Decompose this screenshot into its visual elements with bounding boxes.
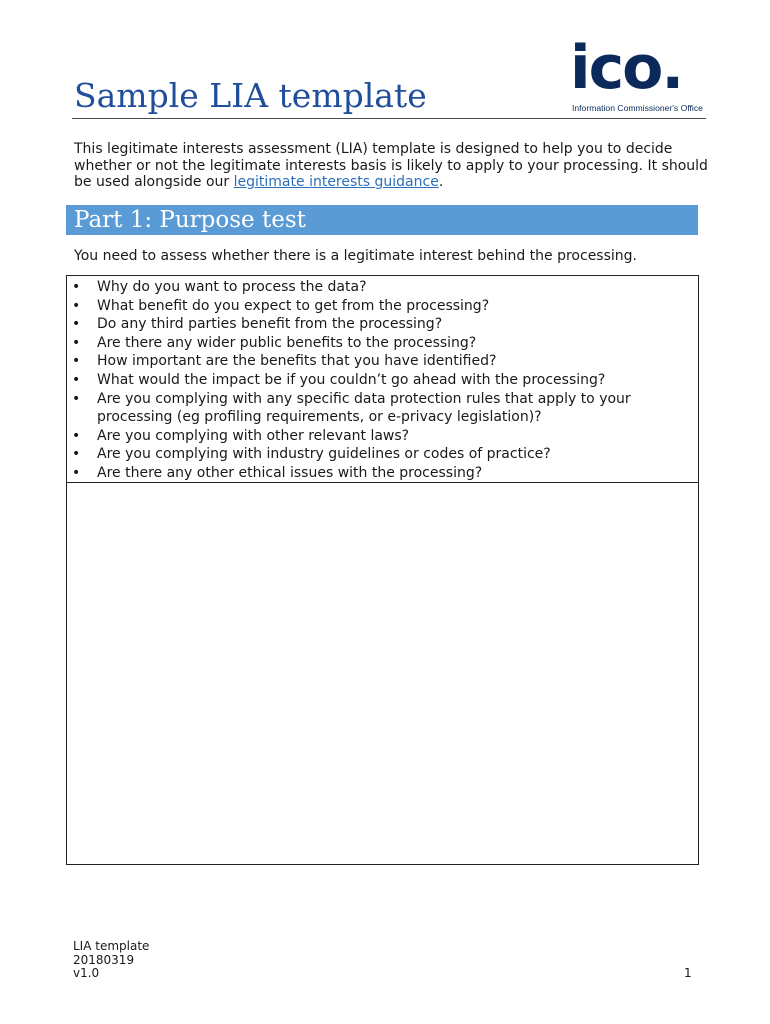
footer-date: 20180319 (73, 952, 135, 967)
footer-version: v1.0 (73, 966, 100, 980)
ico-logo-mark: ico. (570, 33, 683, 103)
footer-doc-name: LIA template (73, 939, 150, 953)
list-item: • Why do you want to process the data? (67, 278, 698, 297)
intro-paragraph (74, 141, 714, 191)
list-item: • How important are the benefits that you have identified? (67, 352, 698, 371)
list-item: • Are you complying with other relevant laws? (67, 427, 698, 446)
list-item: • What benefit do you expect to get from the processing? (67, 297, 698, 316)
footer-info (73, 940, 149, 981)
ico-logo-subtitle: Information Commissioner's Office (572, 103, 703, 113)
question-list (67, 276, 698, 483)
list-item: • Are there any wider public benefits to the processing? (67, 334, 698, 353)
list-item: • What would the impact be if you couldn’t go ahead with the processing? (67, 371, 698, 390)
answer-box[interactable] (66, 482, 699, 865)
intro-text-end: . (438, 174, 444, 190)
intro-text: This legitimate interests assessment (LIA) template is designed to help you to decide whether or not the legitimate interests basis is likely to apply to your processing. It should be used alongside our (74, 141, 708, 190)
section-header (66, 205, 698, 235)
section-intro: You need to assess whether there is a legitimate interest behind the processing. (74, 248, 637, 264)
question-box (66, 275, 699, 483)
list-item: • Are there any other ethical issues with the processing? (67, 464, 698, 483)
list-item: • Are you complying with any specific data protection rules that apply to your processing (eg profiling requirements, or e-privacy legislation)? (67, 390, 698, 427)
page-title: Sample LIA template (74, 76, 427, 115)
ico-logo (570, 33, 706, 116)
list-item: • Do any third parties benefit from the processing? (67, 315, 698, 334)
page-number: 1 (684, 966, 692, 980)
list-item: • Are you complying with industry guidelines or codes of practice? (67, 445, 698, 464)
section-heading: Part 1: Purpose test (74, 207, 306, 233)
legitimate-interests-guidance-link[interactable]: legitimate interests guidance (233, 174, 439, 190)
title-divider (72, 118, 706, 119)
